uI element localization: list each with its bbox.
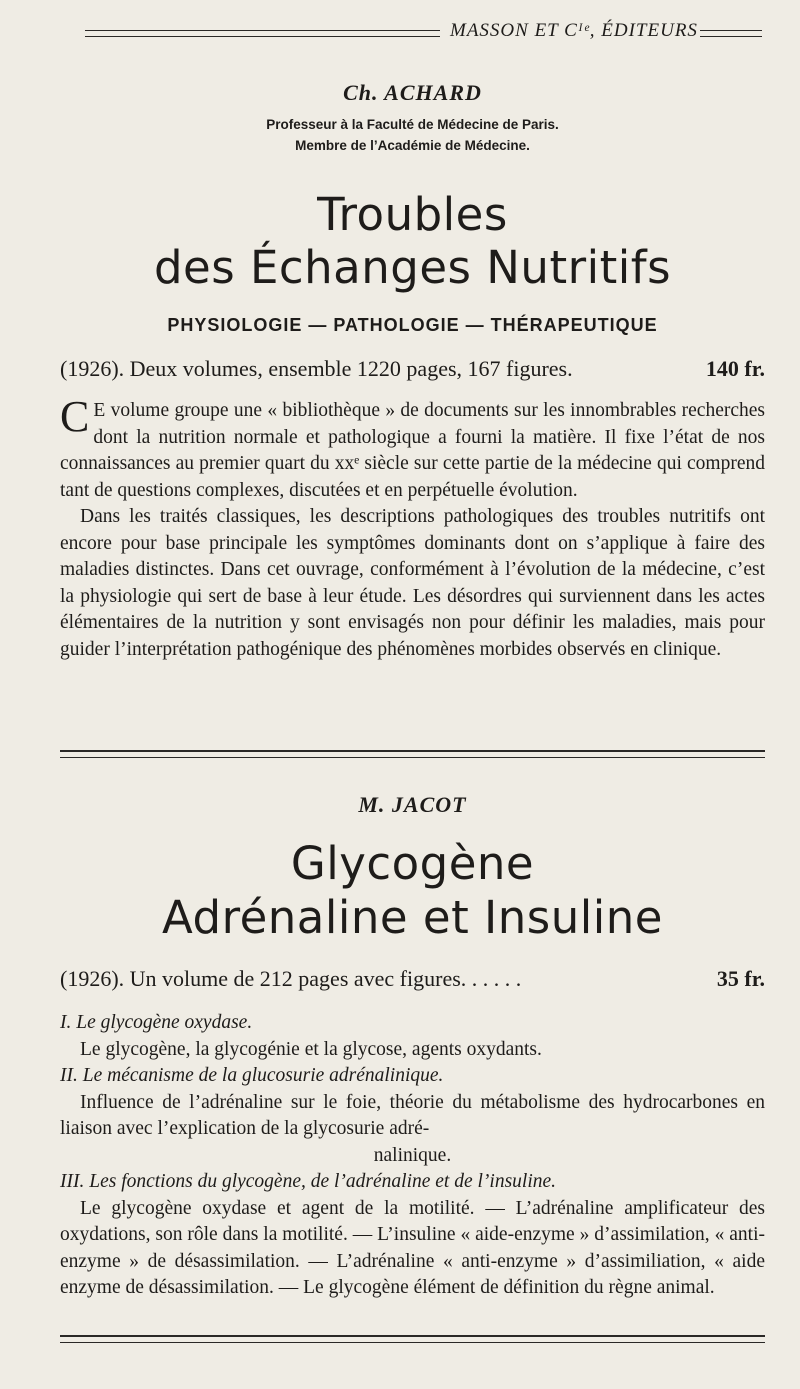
book2-contents — [60, 1010, 765, 1302]
book1-affiliation-1: Professeur à la Faculté de Médecine de Paris. — [266, 117, 559, 132]
publisher-name: MASSON ET Cᴵᵉ, ÉDITEURS — [450, 20, 698, 41]
book1-paragraph-2: Dans les traités classiques, les descriptions pathologiques des troubles nutritifs ont encore pour base principale les symptômes dominants dont on s’applique à faire des maladies distinctes. Dans cet ouvrage, conformément à l’évolution de la médecine, c’est la physiologie qui sert de base à leur étude. Les désordres qui surviennent dans les actes élémentaires de la nutrition y sont envisagés non pour définir les maladies, mais pour guider l’interprétation pathogénique des phénomènes morbides observés en clinique. — [60, 506, 765, 660]
book1-pubinfo — [60, 356, 765, 382]
publisher-header — [85, 20, 770, 50]
book1-affiliation-2: Membre de l’Académie de Médecine. — [295, 138, 530, 153]
book1-paragraph-1 — [60, 392, 765, 504]
book1-subtitle: PHYSIOLOGIE — PATHOLOGIE — THÉRAPEUTIQUE — [167, 315, 658, 335]
toc-text-2-end: nalinique. — [373, 1144, 452, 1166]
book1-paragraph-1-text: E volume groupe une « bibliothèque » de documents sur les innombrables recherches dont la nutrition normale et pathologique a fourni la matière. Il fixe l’état de nos connaissances au premier quart du xxᵉ siècle sur cette partie de la médecine qui comprend tant de questions complexes, discutées et en perpétuelle évolution. — [60, 400, 765, 501]
section-separator-1 — [60, 750, 765, 758]
toc-text-2: Influence de l’adrénaline sur le foie, théorie du métabolisme des hydrocarbones en liaison avec l’explication de la glycosurie adré- — [60, 1091, 765, 1139]
header-rule-right — [700, 30, 762, 37]
book2-title-line2: Adrénaline et Insuline — [162, 891, 663, 944]
book1-title-line2: des Échanges Nutritifs — [153, 241, 672, 294]
header-rule-left — [85, 30, 440, 37]
toc-heading-3: III. Les fonctions du glycogène, de l’adrénaline et de l’insuline. — [60, 1171, 557, 1192]
book2-price: 35 fr. — [716, 966, 765, 991]
book2-pubinfo-text: (1926). Un volume de 212 pages avec figures. . . . . . — [60, 966, 522, 991]
book1-description — [60, 392, 765, 663]
toc-heading-1: I. Le glycogène oxydase. — [60, 1012, 253, 1033]
book2-author: M. JACOT — [358, 792, 467, 817]
book2-pubinfo — [60, 966, 765, 992]
book1-title-line1: Troubles — [317, 188, 508, 241]
toc-text-3: Le glycogène oxydase et agent de la motilité. — L’adrénaline amplificateur des oxydations, son rôle dans la motilité. — L’insuline « aide-enzyme » d’assimilation, « anti-enzyme » de désassimilation. — L’adrénaline « anti-enzyme » d’assimiliation, « aide enzyme de désassimilation. — Le glycogène élément de définition du règne animal. — [60, 1197, 765, 1298]
book1-price: 140 fr. — [705, 356, 765, 381]
book2-title-line1: Glycogène — [290, 837, 535, 890]
toc-heading-2: II. Le mécanisme de la glucosurie adrénalinique. — [60, 1065, 444, 1086]
section-separator-2 — [60, 1335, 765, 1343]
book1-author: Ch. ACHARD — [343, 80, 482, 105]
toc-text-1: Le glycogène, la glycogénie et la glycose, agents oxydants. — [80, 1038, 542, 1060]
book1-dropcap: C — [60, 392, 90, 441]
book1-pubinfo-text: (1926). Deux volumes, ensemble 1220 pages, 167 figures. — [60, 356, 573, 381]
